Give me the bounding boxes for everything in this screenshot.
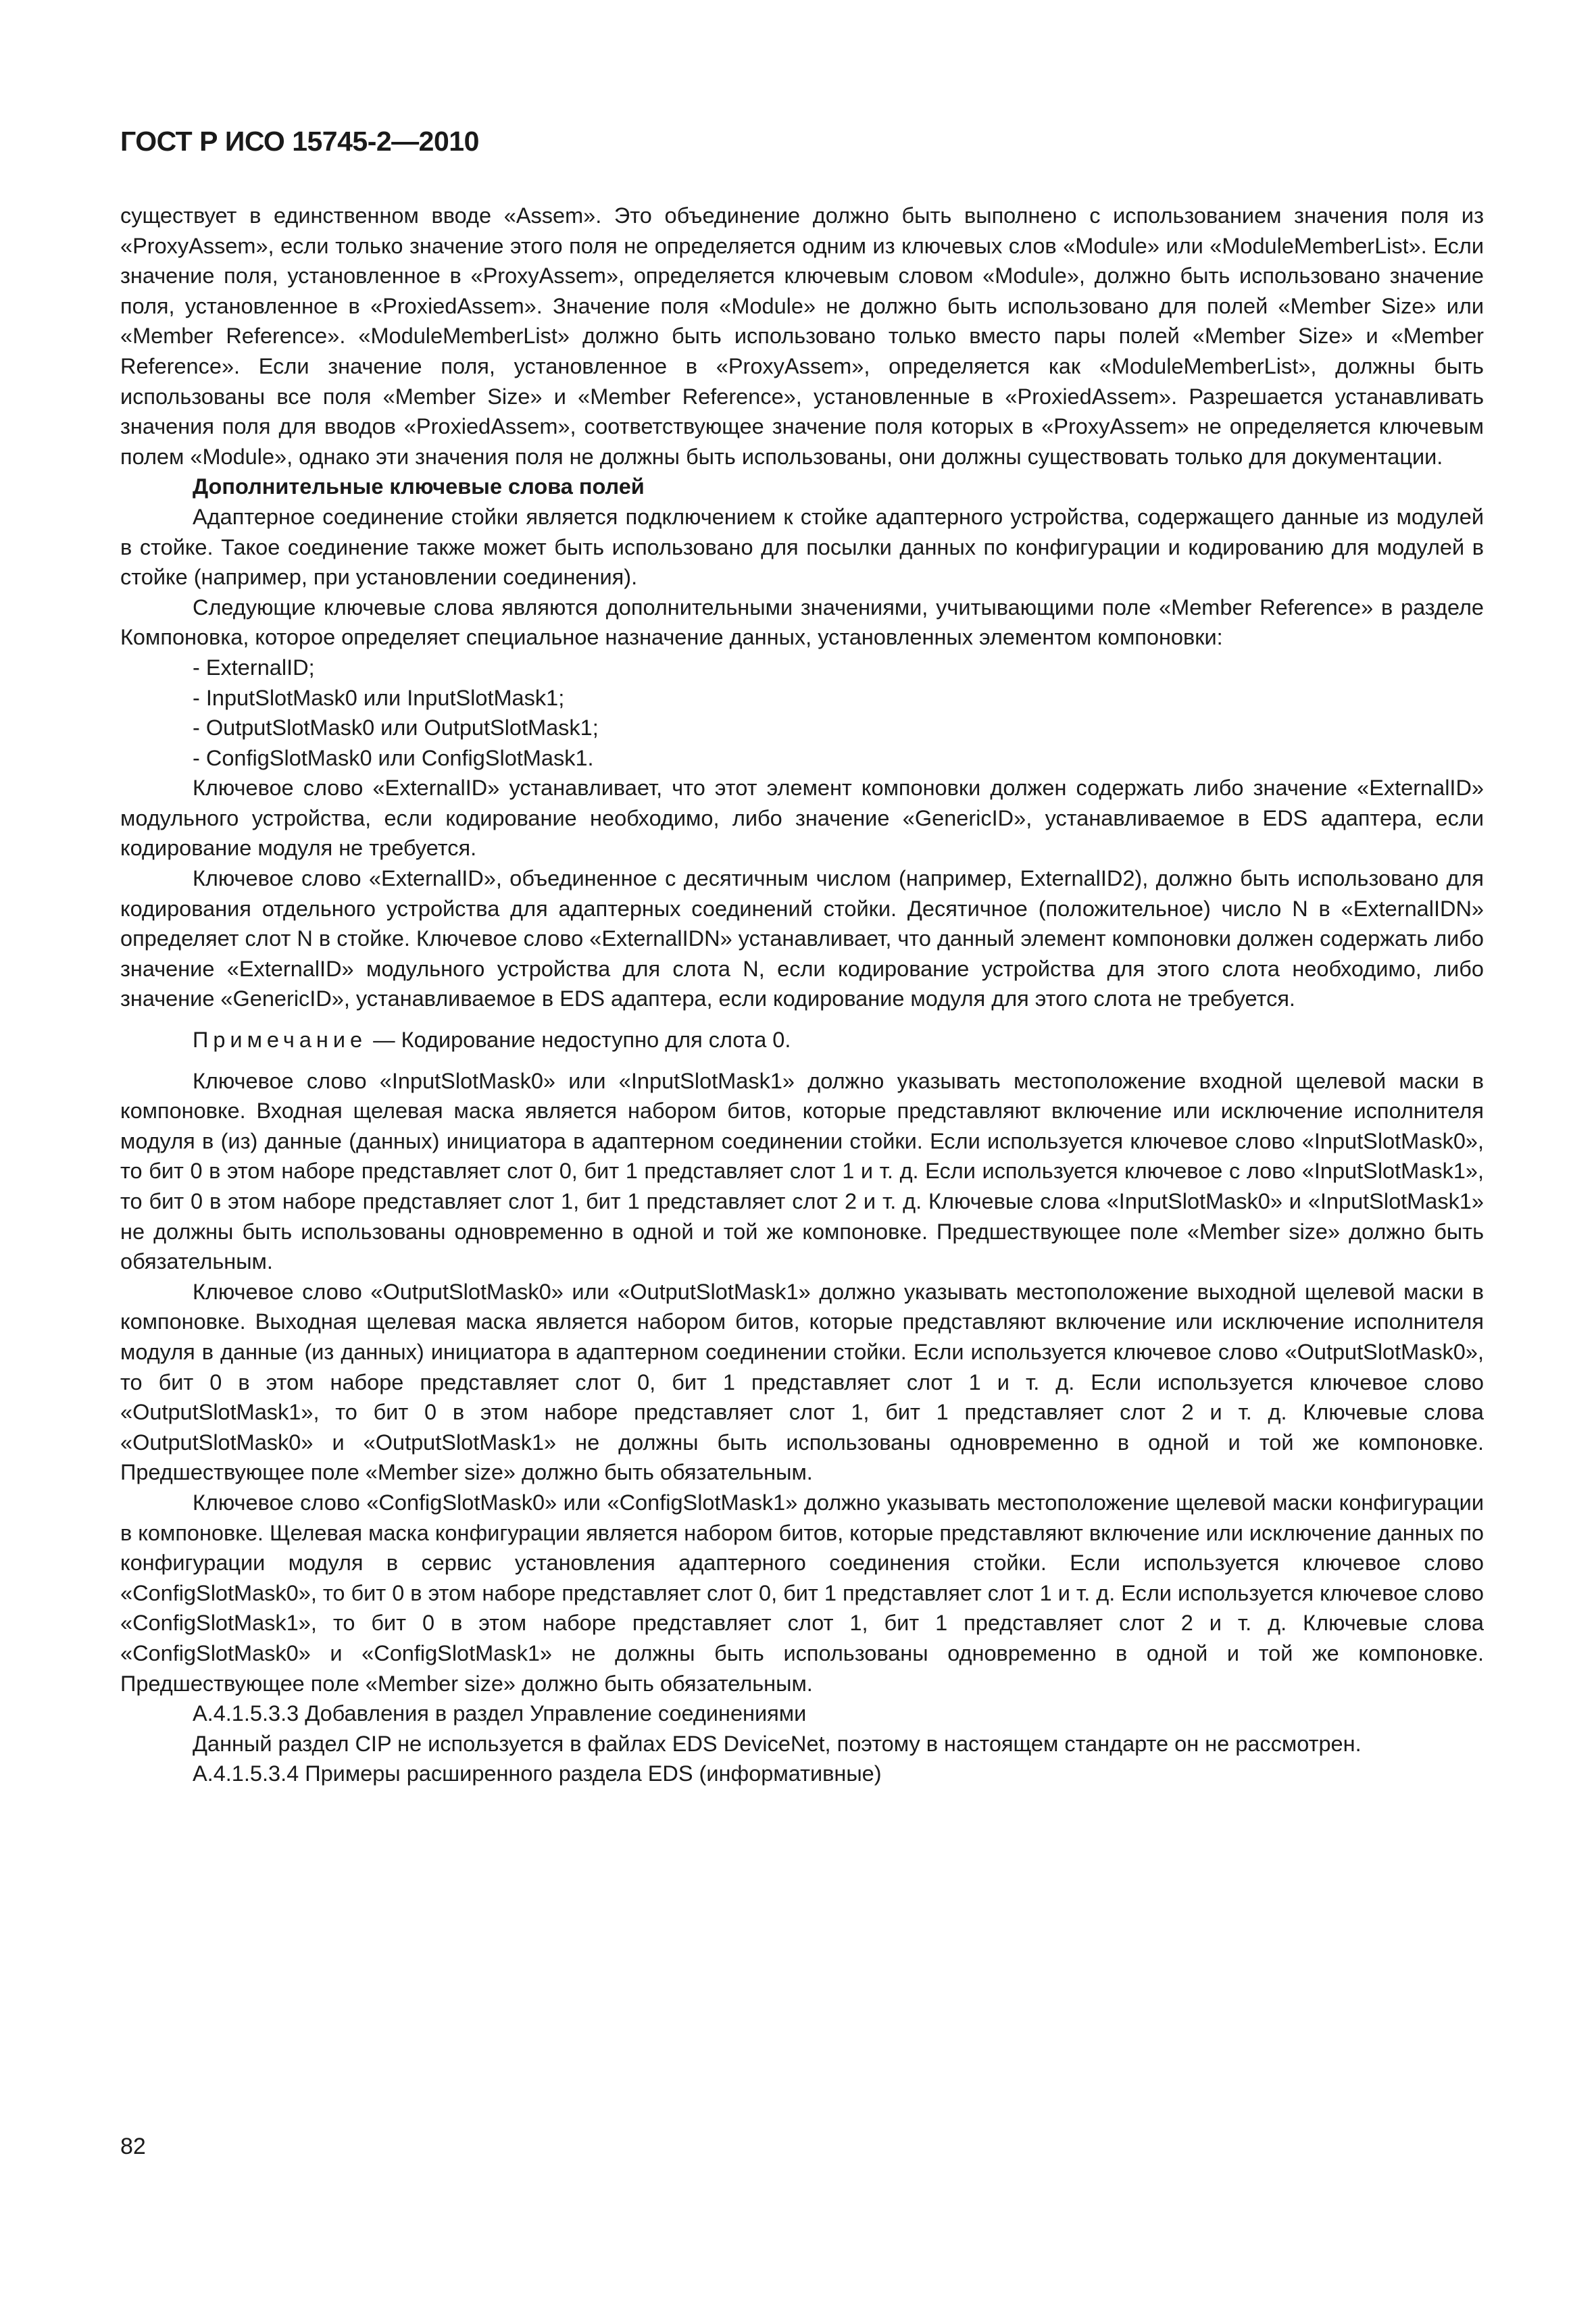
document-header: ГОСТ Р ИСО 15745-2—2010 [120,126,479,157]
paragraph-cip-section: Данный раздел CIP не используется в файлах EDS DeviceNet, поэтому в настоящем стандарте он не рассмотрен. [193,1731,1362,1756]
paragraph-additional-keywords-intro: Следующие ключевые слова являются дополнительными значениями, учитывающими поле «Member Reference» в разделе Компоновка, которое определяет специальное назначение данных, установленных элементом компоновки: [120,595,1484,650]
paragraph-assem-continuation: существует в единственном вводе «Assem». Это объединение должно быть выполнено с использованием значения поля из «ProxyAssem», если только значение этого поля не определяется одним из ключевых слов «Module» или «ModuleMemberList». Если значение поля, установленное в «ProxyAssem», определяется ключевым словом «Module», должно быть использовано значение поля, установленное в «ProxiedAssem». Значение поля «Module» не должно быть использовано для полей «Member Size» или «Member Reference». «ModuleMemberList» должно быть использовано только вместо пары полей «Member Size» и «Member Reference». Если значение поля, установленное в «ProxyAssem», определяется как «ModuleMemberList», должны быть использованы все поля «Member Size» и «Member Reference», установленные в «ProxiedAssem». Разрешается устанавливать значения поля для вводов «ProxiedAssem», соответствующее значение поля которых в «ProxyAssem» не определяется ключевым полем «Module», однако эти значения поля не должны быть использованы, они должны существовать только для документации. [120,203,1484,469]
document-body [120,201,1484,1789]
note-text: — Кодирование недоступно для слота 0. [367,1028,791,1053]
section-heading-a41533: А.4.1.5.3.3 Добавления в раздел Управление соединениями [193,1701,807,1726]
document-page [120,0,1484,2314]
list-item-inputslotmask: - InputSlotMask0 или InputSlotMask1; [193,685,565,710]
section-heading-a41534: А.4.1.5.3.4 Примеры расширенного раздела EDS (информативные) [193,1761,882,1786]
paragraph-inputslotmask: Ключевое слово «InputSlotMask0» или «InputSlotMask1» должно указывать местоположение входной щелевой маски в компоновке. Входная щелевая маска является набором битов, которые представляют включение или исключение исполнителя модуля в (из) данные (данных) инициатора в адаптерном соединении стойки. Если используется ключевое слово «InputSlotMask0», то бит 0 в этом наборе представляет слот 0, бит 1 представляет слот 1 и т. д. Если используется ключевое с лово «InputSlotMask1», то бит 0 в этом наборе представляет слот 1, бит 1 представляет слот 2 и т. д. Ключевые слова «InputSlotMask0» и «InputSlotMask1» не должны быть использованы одновременно в одной и той же компоновке. Предшествующее поле «Member size» должно быть обязательным. [120,1068,1484,1274]
note-label: Примечание [193,1028,368,1053]
note [120,1025,1484,1055]
list-item-configslotmask: - ConfigSlotMask0 или ConfigSlotMask1. [193,745,594,770]
paragraph-externalid: Ключевое слово «ExternalID» устанавливает, что этот элемент компоновки должен содержать либо значение «ExternalID» модульного устройства, если кодирование необходимо, либо значение «GenericID», устанавливаемое в EDS адаптера, если кодирование модуля не требуется. [120,776,1484,861]
list-item-outputslotmask: - OutputSlotMask0 или OutputSlotMask1; [193,715,599,740]
page-number: 82 [120,2134,146,2159]
paragraph-externalid-n: Ключевое слово «ExternalID», объединенное с десятичным числом (например, ExternalID2), должно быть использовано для кодирования отдельного устройства для адаптерных соединений стойки. Десятичное (положительное) число N в «ExternalIDN» определяет слот N в стойке. Ключевое слово «ExternalIDN» устанавливает, что данный элемент компоновки должен содержать либо значение «ExternalID» модульного устройства для слота N, если кодирование устройства для этого слота необходимо, либо значение «GenericID», устанавливаемое в EDS адаптера, если кодирование модуля для этого слота не требуется. [120,866,1484,1011]
paragraph-rack-adapter-connection: Адаптерное соединение стойки является подключением к стойке адаптерного устройства, содержащего данные из модулей в стойке. Такое соединение также может быть использовано для посылки данных по конфигурации и кодированию для модулей в стойке (например, при установлении соединения). [120,504,1484,590]
paragraph-outputslotmask: Ключевое слово «OutputSlotMask0» или «OutputSlotMask1» должно указывать местоположение выходной щелевой маски в компоновке. Выходная щелевая маска является набором битов, которые представляют включение или исключение исполнителя модуля в данные (из данных) инициатора в адаптерном соединении стойки. Если используется ключевое слово «OutputSlotMask0», то бит 0 в этом наборе представляет слот 0, бит 1 представляет слот 1 и т. д. Если используется ключевое слово «OutputSlotMask1», то бит 0 в этом наборе представляет слот 1, бит 1 представляет слот 2 и т. д. Ключевые слова «OutputSlotMask0» и «OutputSlotMask1» не должны быть использованы одновременно в одной и той же компоновке. Предшествующее поле «Member size» должно быть обязательным. [120,1279,1484,1485]
list-item-externalid: - ExternalID; [193,655,315,680]
heading-additional-keywords: Дополнительные ключевые слова полей [193,474,645,499]
paragraph-configslotmask: Ключевое слово «ConfigSlotMask0» или «ConfigSlotMask1» должно указывать местоположение щелевой маски конфигурации в компоновке. Щелевая маска конфигурации является набором битов, которые представляют включение или исключение данных по конфигурации модуля в сервис установления адаптерного соединения стойки. Если используется ключевое слово «ConfigSlotMask0», то бит 0 в этом наборе представляет слот 0, бит 1 представляет слот 1 и т. д. Если используется ключевое слово «ConfigSlotMask1», то бит 0 в этом наборе представляет слот 1, бит 1 представляет слот 2 и т. д. Ключевые слова «ConfigSlotMask0» и «ConfigSlotMask1» не должны быть использованы одновременно в одной и той же компоновке. Предшествующее поле «Member size» должно быть обязательным. [120,1490,1484,1696]
